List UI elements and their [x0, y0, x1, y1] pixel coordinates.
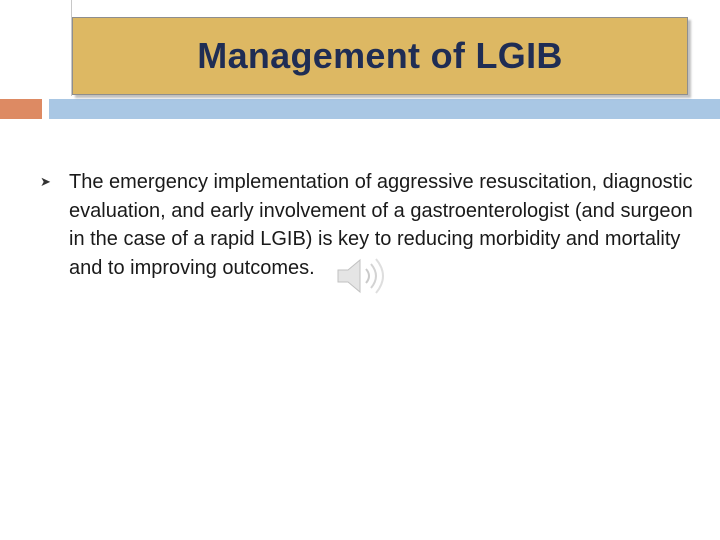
bullet-text: The emergency implementation of aggressive resuscitation, diagnostic evaluation, and early involvement of a gastroenterologist (and surgeon in the case of a rapid LGIB) is key to reducing morbidity and mortality and to improving outcomes. — [69, 171, 693, 279]
accent-bar-blue — [49, 99, 720, 119]
speaker-icon[interactable] — [334, 256, 390, 296]
title-box — [72, 17, 688, 95]
accent-bar-orange — [0, 99, 42, 119]
slide-title: Management of LGIB — [197, 35, 563, 76]
arrow-bullet-icon: ➤ — [40, 175, 51, 190]
